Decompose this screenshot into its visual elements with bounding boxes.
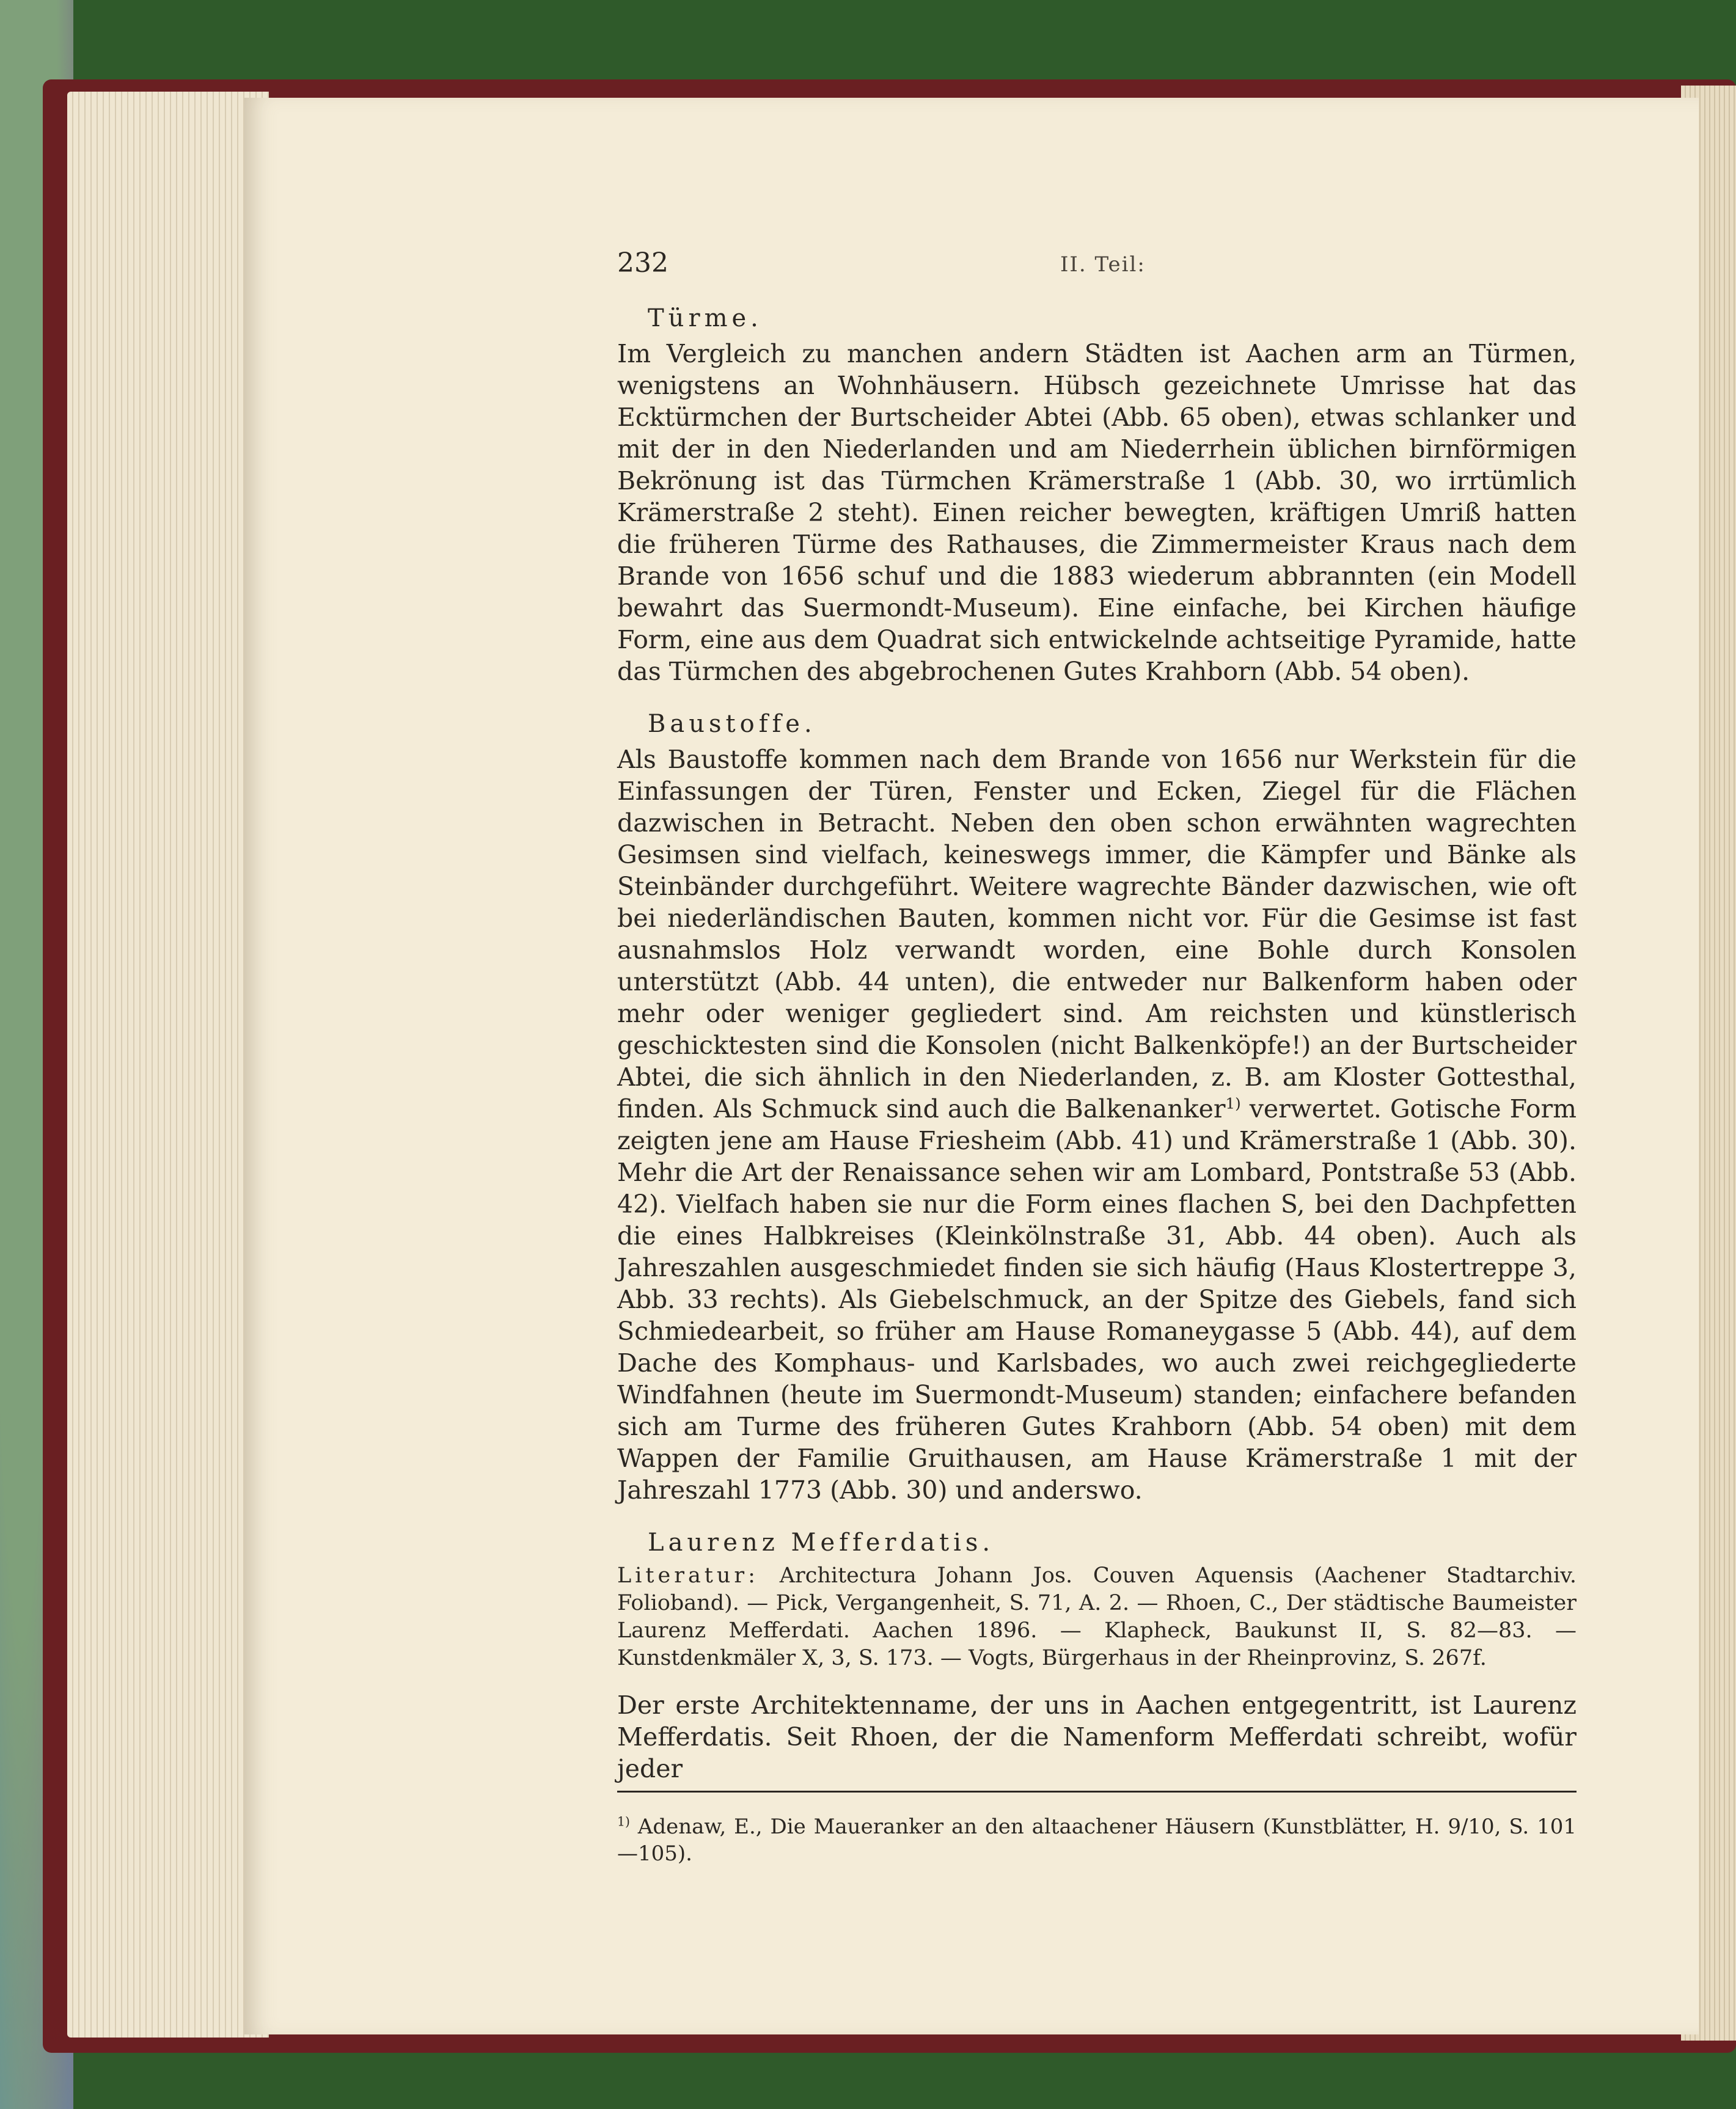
running-head: II. Teil: [1060,252,1146,277]
section-heading-baustoffe: Baustoffe. [648,710,816,738]
section-heading-mefferdatis: Laurenz Mefferdatis. [648,1529,995,1557]
paragraph-tuerme: Im Vergleich zu manchen andern Städten ist Aachen arm an Türmen, wenigstens an Wohnhäusern. Hübsch gezeichnete Umrisse hat das Ecktürmchen der Burtscheider Abtei (Abb. 65 oben), etwas schlanker und mit der in den Niederlanden und am Niederrhein üblichen birnförmigen Bekrönung ist das Türmchen Krämerstraße 1 (Abb. 30, wo irrtümlich Krämerstraße 2 steht). Einen reicher bewegten, kräftigen Umriß hatten die früheren Türme des Rathauses, die Zimmermeister Kraus nach dem Brande von 1656 schuf und die 1883 wiederum abbrannten (ein Modell bewahrt das Suermondt-Museum). Eine einfache, bei Kirchen häufige Form, eine aus dem Quadrat sich entwickelnde achtseitige Pyramide, hatte das Türmchen des abgebrochenen Gutes Krahborn (Abb. 54 oben). [617,339,1577,686]
footnote [617,1813,1577,1867]
literature-label: Literatur: [617,1563,759,1588]
footnote-mark: 1) [617,1814,630,1829]
page-number: 232 [617,247,668,279]
footnote-divider [617,1791,1577,1793]
paragraph-baustoffe-part1: Als Baustoffe kommen nach dem Brande von 1656 nur Werkstein für die Einfassungen der Türen, Fenster und Ecken, Ziegel für die Flächen dazwischen in Betracht. Neben den oben schon erwähnten wagrechten Gesimsen sind vielfach, keineswegs immer, die Kämpfer und Bänke als Steinbänder durchgeführt. Weitere wagrechte Bänder dazwischen, wie oft bei niederländischen Bauten, kommen nicht vor. Für die Gesimse ist fast ausnahmslos Holz verwandt worden, eine Bohle durch Konsolen unterstützt (Abb. 44 unten), die entweder nur Balkenform haben oder mehr oder weniger gegliedert sind. Am reichsten und künstlerisch geschicktesten sind die Konsolen (nicht Balkenköpfe!) an der Burtscheider Abtei, die sich ähnlich in den Niederlanden, z. B. am Kloster Gottesthal, finden. Als Schmuck sind auch die Balkenanker [617,745,1577,1124]
paragraph-mefferdatis: Der erste Architektenname, der uns in Aachen entgegentritt, ist Laurenz Mefferdatis. Seit Rhoen, der die Namenform Mefferdati schreibt, wofür jeder [617,1690,1577,1783]
footnote-text: Adenaw, E., Die Maueranker an den altaachener Häusern (Kunstblätter, H. 9/10, S. 101—105). [617,1815,1577,1866]
page-stack-edge [67,92,269,2038]
page-body [617,302,1577,1888]
literature-note [617,1562,1577,1672]
section-heading-tuerme: Türme. [648,304,763,332]
paragraph-baustoffe-part2: verwertet. Gotische Form zeigten jene am Hause Friesheim (Abb. 41) und Krämerstraße 1 (Abb. 30). Mehr die Art der Renaissance sehen wir am Lombard, Pontstraße 53 (Abb. 42). Vielfach haben sie nur die Form eines flachen S, bei den Dachpfetten die eines Halbkreises (Kleinkölnstraße 31, Abb. 44 oben). Auch als Jahreszahlen ausgeschmiedet finden sie sich häufig (Haus Klostertreppe 3, Abb. 33 rechts). Als Giebelschmuck, an der Spitze des Giebels, fand sich Schmiedearbeit, so früher am Hause Romaneygasse 5 (Abb. 44), auf dem Dache des Komphaus- und Karlsbades, wo auch zwei reichgegliederte Windfahnen (heute im Suermondt-Museum) standen; einfachere befanden sich am Turme des früheren Gutes Krahborn (Abb. 54 oben) mit dem Wappen der Familie Gruithausen, am Hause Krämerstraße 1 mit der Jahreszahl 1773 (Abb. 30) und anderswo. [617,1094,1577,1505]
literature-text: Architectura Johann Jos. Couven Aquensis (Aachener Stadtarchiv. Folioband). — Pick, Vergangenheit, S. 71, A. 2. — Rhoen, C., Der städtische Baumeister Laurenz Mefferdati. Aachen 1896. — Klapheck, Baukunst II, S. 82—83. — Kunstdenkmäler X, 3, S. 173. — Vogts, Bürgerhaus in der Rheinprovinz, S. 267f. [617,1563,1577,1670]
footnote-reference[interactable]: 1) [1225,1094,1241,1113]
paragraph-baustoffe [617,744,1577,1506]
page-header [617,247,1577,290]
